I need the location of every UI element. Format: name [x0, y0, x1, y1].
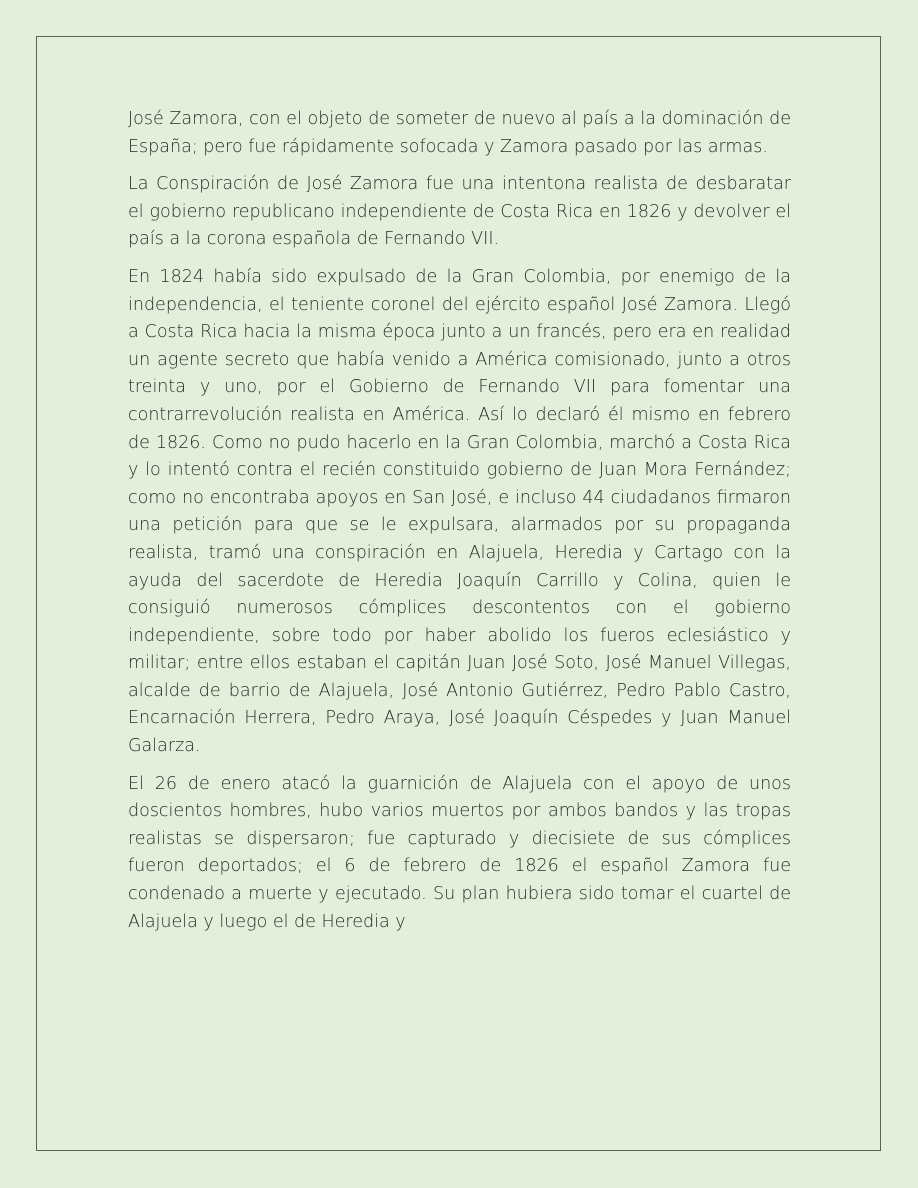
paragraph-4: El 26 de enero atacó la guarnición de Alajuela con el apoyo de unos doscientos hombres, hubo varios muertos por ambos bandos y las tropas realistas se dispersaron; fue capturado y diecisiete de sus cómplices fueron deportados; el 6 de febrero de 1826 el español Zamora fue condenado a muerte y ejecutado. Su plan hubiera sido tomar el cuartel de Alajuela y luego el de Heredia y: [128, 773, 791, 932]
document-body: [128, 106, 791, 946]
paragraph-3: En 1824 había sido expulsado de la Gran Colombia, por enemigo de la independencia, el teniente coronel del ejército español José Zamora. Llegó a Costa Rica hacia la misma época junto a un francés, pero era en realidad un agente secreto que había venido a América comisionado, junto a otros treinta y uno, por el Gobierno de Fernando VII para fomentar una contrarrevolución realista en América. Así lo declaró él mismo en febrero de 1826. Como no pudo hacerlo en la Gran Colombia, marchó a Costa Rica y lo intentó contra el recién constituido gobierno de Juan Mora Fernández; como no encontraba apoyos en San José, e incluso 44 ciudadanos firmaron una petición para que se le expulsara, alarmados por su propaganda realista, tramó una conspiración en Alajuela, Heredia y Cartago con la ayuda del sacerdote de Heredia Joaquín Carrillo y Colina, quien le consiguió numerosos cómplices descontentos con el gobierno independiente, sobre todo por haber abolido los fueros eclesiástico y militar; entre ellos estaban el capitán Juan José Soto, José Manuel Villegas, alcalde de barrio de Alajuela, José Antonio Gutiérrez, Pedro Pablo Castro, Encarnación Herrera, Pedro Araya, José Joaquín Céspedes y Juan Manuel Galarza.: [128, 266, 791, 757]
paragraph-1: José Zamora, con el objeto de someter de nuevo al país a la dominación de España; pero fue rápidamente sofocada y Zamora pasado por las armas.: [128, 109, 791, 157]
paragraph-2: La Conspiración de José Zamora fue una intentona realista de desbaratar el gobierno republicano independiente de Costa Rica en 1826 y devolver el país a la corona española de Fernando VII.: [128, 174, 791, 250]
